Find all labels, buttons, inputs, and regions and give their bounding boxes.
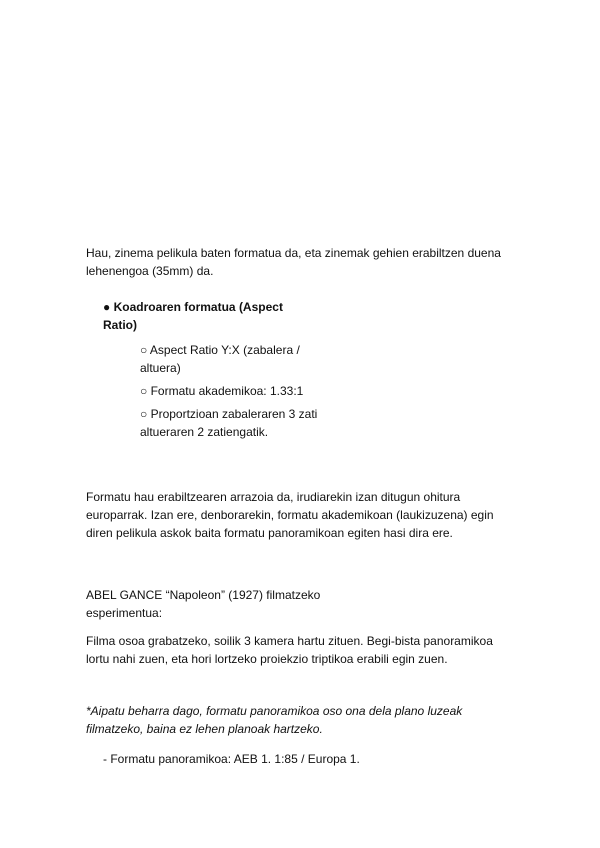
aspect-ratio-heading: ● Koadroaren formatua (Aspect Ratio) [103,300,283,332]
note-paragraph: *Aipatu beharra dago, formatu panoramikoa oso ona dela plano luzeak filmatzeko, baina ez lehen planoak hartzeko. [86,704,463,736]
aspect-ratio-sublist [140,341,320,446]
abel-gance-paragraph: ABEL GANCE “Napoleon” (1927) filmatzeko esperimentua: [86,588,321,620]
intro-paragraph: Hau, zinema pelikula baten formatua da, eta zinemak gehien erabiltzen duena lehenengoa (35mm) da. [86,246,501,278]
reason-paragraph: Formatu hau erabiltzearen arrazoia da, irudiarekin izan ditugun ohitura europarrak. Izan ere, denborarekin, formatu akademikoan (laukizuzena) egin diren pelikula askok baita formatu panoramikoan egiten hasi dira ere. [86,490,494,540]
sub-item-academic-format: ○ Formatu akademikoa: 1.33:1 [140,384,304,398]
sub-item-aspect-ratio: ○ Aspect Ratio Y:X (zabalera / altuera) [140,343,300,375]
panoramic-format-item: - Formatu panoramikoa: AEB 1. 1:85 / Europa 1. [103,752,360,766]
sub-item-proportion: ○ Proportzioan zabaleraren 3 zati altueraren 2 zatiengatik. [140,407,318,439]
filma-paragraph: Filma osoa grabatzeko, soilik 3 kamera hartu zituen. Begi-bista panoramikoa lortu nahi zuen, eta hori lortzeko proiekzio triptikoa erabili egin zuen. [86,634,493,666]
